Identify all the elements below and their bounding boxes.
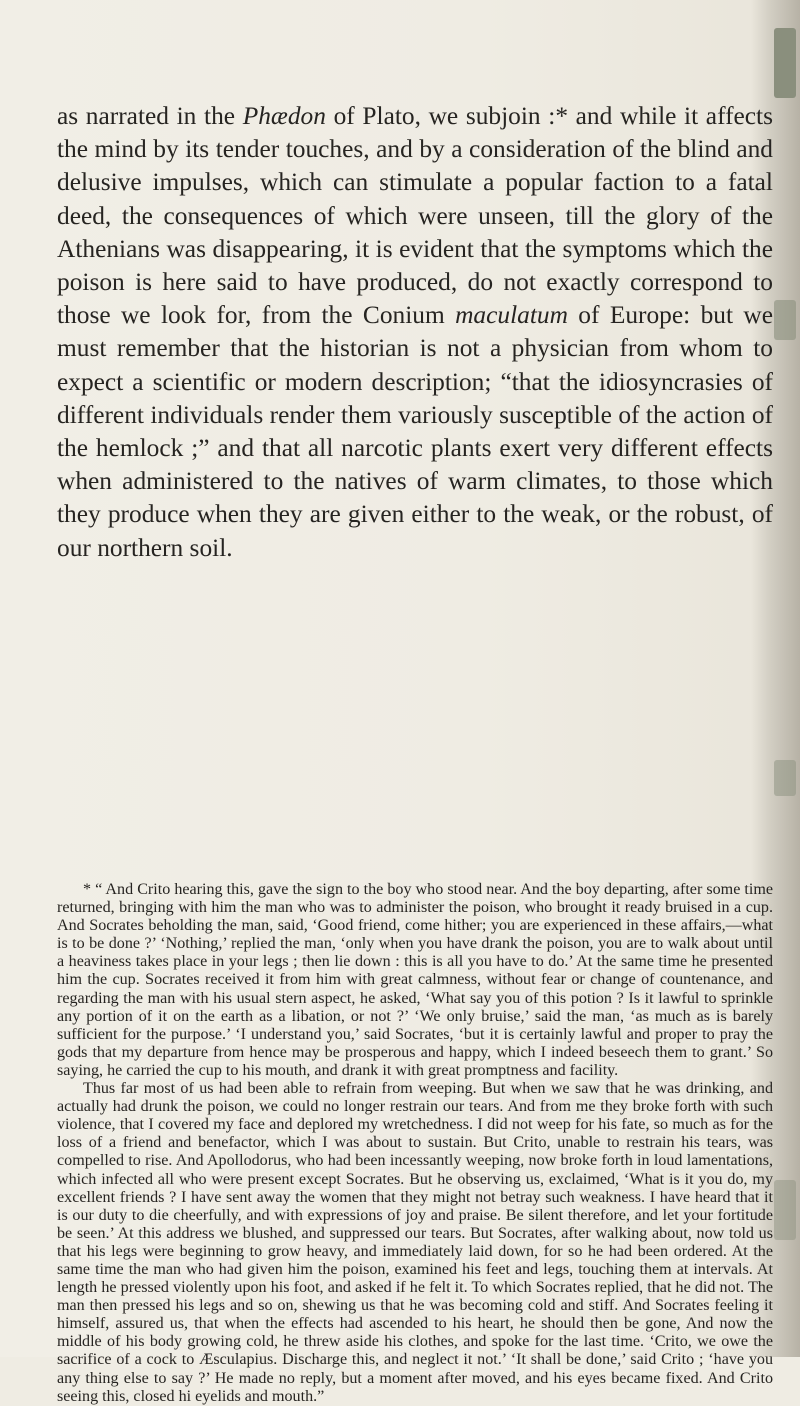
main-text [57,100,773,565]
footnote-paragraph-2: Thus far most of us had been able to refrain from weeping. But when we saw that he was drinking, and actually had drunk the poison, we could no longer restrain our tears. And from me they broke forth with such violence, that I covered my face and deplored my wretchedness. I did not weep for his fate, so much as for the loss of a friend and benefactor, which I was about to sustain. But Crito, unable to restrain his tears, was compelled to rise. And Apollodorus, who had been incessantly weeping, now broke forth in loud lamentations, which infected all who were present except Socrates. But he observing us, exclaimed, ‘What is it you do, my excellent friends ? I have sent away the women that they might not betray such weakness. I have heard that it is our duty to die cheerfully, and with expressions of joy and praise. Be silent therefore, and let your fortitude be seen.’ At this address we blushed, and suppressed our tears. But Socrates, after walking about, now told us that his legs were beginning to grow heavy, and immediately laid down, for so he had been ordered. At the same time the man who had given him the poison, examined his feet and legs, touching them at intervals. At length he pressed violently upon his foot, and asked if he felt it. To which Socrates replied, that he did not. The man then pressed his legs and so on, shewing us that he was becoming cold and stiff. And Socrates feeling it himself, assured us, that when the effects had ascended to his heart, he should then be gone, And now the middle of his body growing cold, he threw aside his clothes, and spoke for the last time. ‘Crito, we owe the sacrifice of a cock to Æsculapius. Discharge this, and neglect it not.’ ‘It shall be done,’ said Crito ; ‘have you any thing else to say ?’ He made no reply, but a moment after moved, and his eyes became fixed. And Crito seeing this, closed hi eyelids and mouth.” [57,1080,773,1405]
footnote-paragraph-1: * “ And Crito hearing this, gave the sign to the boy who stood near. And the boy departing, after some time returned, bringing with him the man who was to administer the poison, who brought it ready bruised in a cup. And Socrates beholding the man, said, ‘Good friend, come hither; you are experienced in these affairs,—what is to be done ?’ ‘Nothing,’ replied the man, ‘only when you have drank the poison, you are to walk about until a heaviness takes place in your legs ; then lie down : this is all you have to do.’ At the same time he presented him the cup. Socrates received it from him with great calmness, without fear or change of countenance, and regarding the man with his usual stern aspect, he asked, ‘What say you of this potion ? Is it lawful to sprinkle any portion of it on the earth as a libation, or not ?’ ‘We only bruise,’ said the man, ‘as much as is barely sufficient for the purpose.’ ‘I understand you,’ said Socrates, ‘but it is certainly lawful and proper to pray the gods that my departure from hence may be prosperous and happy, which I indeed beseech them to grant.’ So saying, he carried the cup to his mouth, and drank it with great promptness and facility. [57,881,773,1079]
species-name: maculatum [455,301,568,330]
edge-tab-marker [774,300,796,340]
footnote [57,881,773,1406]
edge-tab-marker [774,28,796,98]
edge-tab-marker [774,760,796,796]
main-paragraph: as narrated in the Phædon of Plato, we subjoin :* and while it affects the mind by its tender touches, and by a consideration of the blind and delusive impulses, which can stimulate a popular faction to a fatal deed, the consequences of which were unseen, till the glory of the Athenians was disappearing, it is evident that the symptoms which the poison is here said to have produced, do not exactly correspond to those we look for, from the Conium maculatum of Europe: but we must remember that the historian is not a physician from whom to expect a scientific or modern description; “that the idiosyncrasies of different individuals render them variously susceptible of the action of the hemlock ;” and that all narcotic plants exert very different effects when administered to the natives of warm climates, to those which they produce when they are given either to the weak, or the robust, of our northern soil. [57,102,774,562]
title-phaedon: Phædon [242,102,326,130]
edge-tab-marker [774,1180,796,1240]
